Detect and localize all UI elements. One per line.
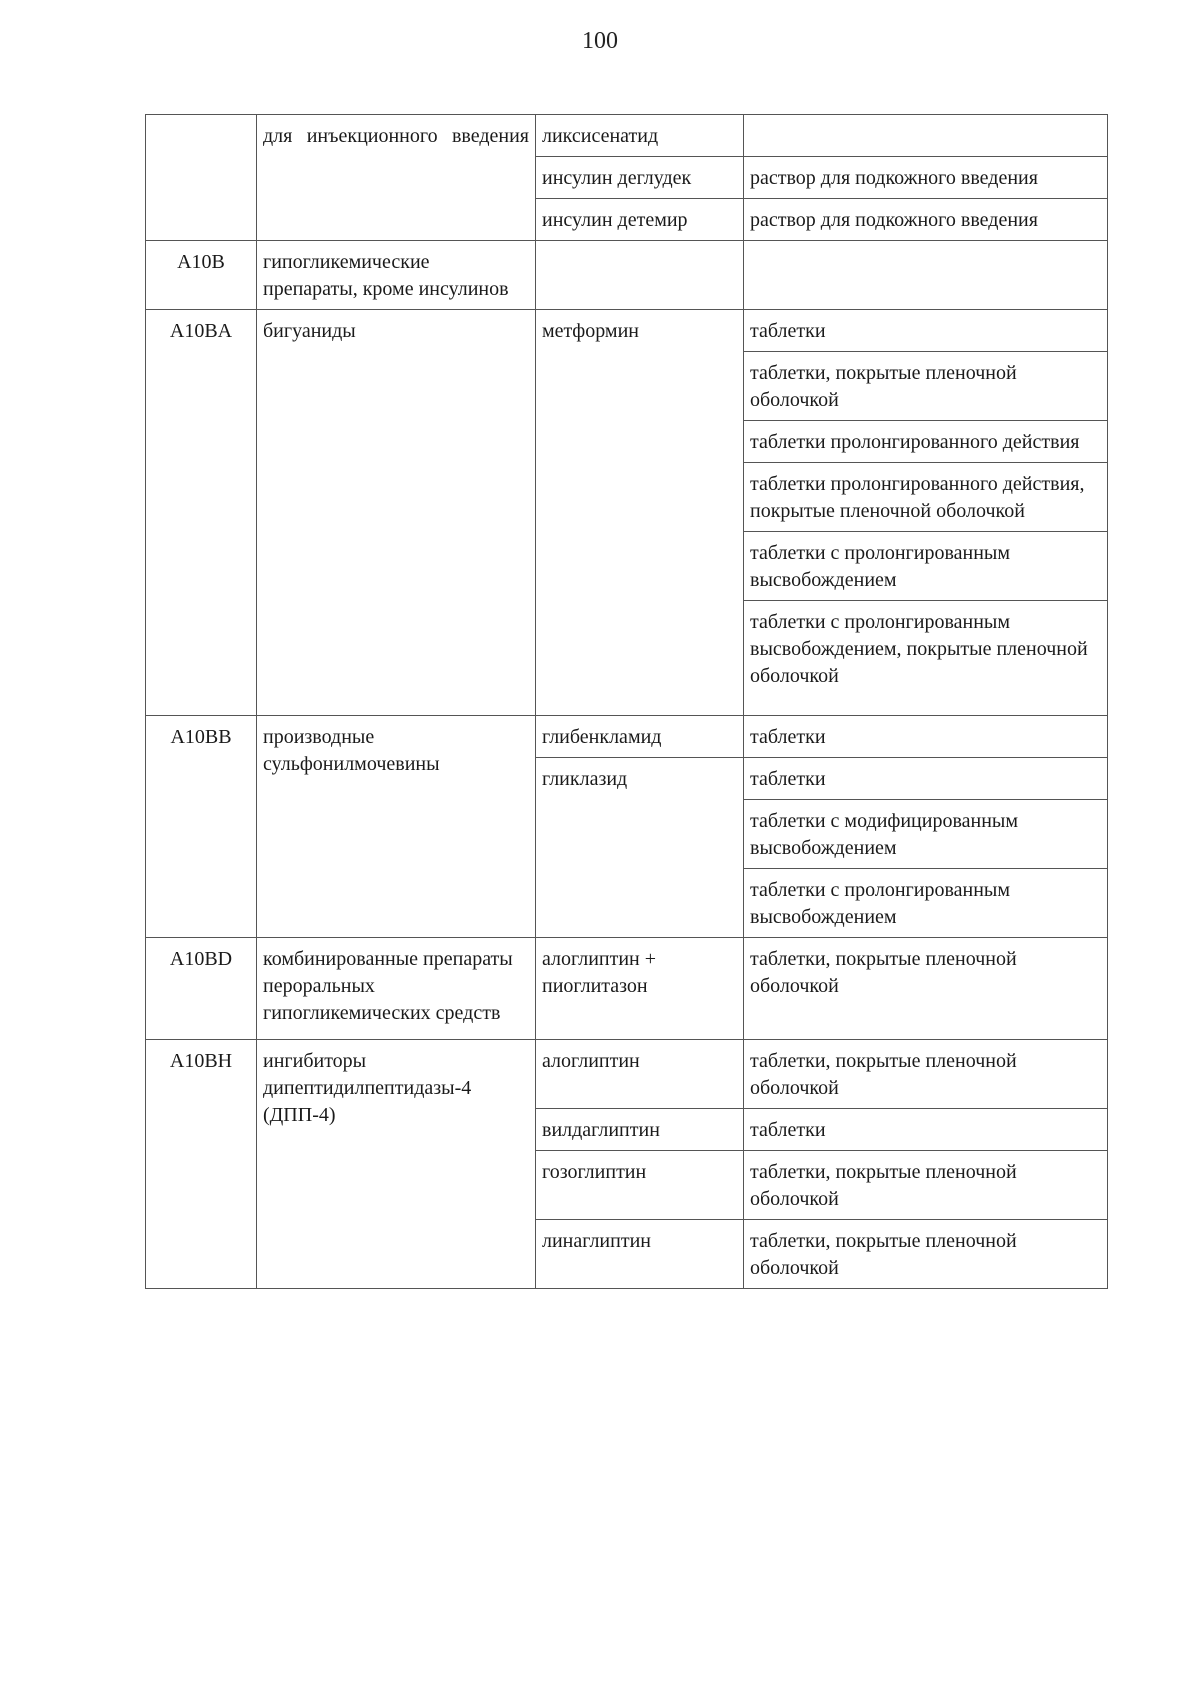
dosage-form-cell: таблетки — [744, 310, 1108, 352]
drug-name-cell — [536, 241, 744, 310]
dosage-form-cell: таблетки с пролонгированным высвобождением — [744, 532, 1108, 601]
table-row — [146, 310, 1108, 352]
drug-name-cell: вилдаглиптин — [536, 1109, 744, 1151]
dosage-form-cell: раствор для подкожного введения — [744, 157, 1108, 199]
table-row — [146, 1040, 1108, 1109]
dosage-form-cell: таблетки пролонгированного действия — [744, 421, 1108, 463]
drug-name-cell: инсулин деглудек — [536, 157, 744, 199]
group-name-cell: гипогликемические препараты, кроме инсулинов — [257, 241, 536, 310]
drug-name-cell: глибенкламид — [536, 716, 744, 758]
dosage-form-cell: таблетки с пролонгированным высвобождением, покрытые пленочной оболочкой — [744, 601, 1108, 716]
table-row — [146, 716, 1108, 758]
atc-code-cell: A10B — [146, 241, 257, 310]
dosage-form-cell: раствор для подкожного введения — [744, 199, 1108, 241]
atc-code-cell: A10BA — [146, 310, 257, 716]
dosage-form-cell: таблетки — [744, 1109, 1108, 1151]
atc-code-cell: A10BB — [146, 716, 257, 938]
atc-code-cell — [146, 115, 257, 241]
drug-table — [145, 114, 1108, 1289]
group-name-cell: для инъекционного введения — [257, 115, 536, 241]
dosage-form-cell: таблетки с пролонгированным высвобождением — [744, 869, 1108, 938]
dosage-form-cell: таблетки — [744, 758, 1108, 800]
dosage-form-cell — [744, 115, 1108, 157]
drug-name-cell: гликлазид — [536, 758, 744, 938]
group-name-cell: комбинированные препараты пероральных гипогликемических средств — [257, 938, 536, 1040]
dosage-form-cell: таблетки, покрытые пленочной оболочкой — [744, 938, 1108, 1040]
drug-name-cell: алоглиптин + пиоглитазон — [536, 938, 744, 1040]
atc-code-cell: A10BD — [146, 938, 257, 1040]
drug-name-cell: инсулин детемир — [536, 199, 744, 241]
group-name-cell: производные сульфонилмочевины — [257, 716, 536, 938]
dosage-form-cell: таблетки, покрытые пленочной оболочкой — [744, 352, 1108, 421]
dosage-form-cell — [744, 241, 1108, 310]
dosage-form-cell: таблетки, покрытые пленочной оболочкой — [744, 1220, 1108, 1289]
group-name-cell: бигуаниды — [257, 310, 536, 716]
dosage-form-cell: таблетки — [744, 716, 1108, 758]
table-row — [146, 115, 1108, 157]
drug-name-cell: линаглиптин — [536, 1220, 744, 1289]
page-number: 100 — [582, 28, 618, 54]
drug-name-cell: гозоглиптин — [536, 1151, 744, 1220]
drug-name-cell: ликсисенатид — [536, 115, 744, 157]
atc-code-cell: A10BH — [146, 1040, 257, 1289]
dosage-form-cell: таблетки с модифицированным высвобождением — [744, 800, 1108, 869]
drug-name-cell: метформин — [536, 310, 744, 716]
dosage-form-cell: таблетки, покрытые пленочной оболочкой — [744, 1040, 1108, 1109]
drug-name-cell: алоглиптин — [536, 1040, 744, 1109]
table-row — [146, 241, 1108, 310]
dosage-form-cell: таблетки пролонгированного действия, покрытые пленочной оболочкой — [744, 463, 1108, 532]
group-name-cell: ингибиторы дипептидилпептидазы-4 (ДПП-4) — [257, 1040, 536, 1289]
dosage-form-cell: таблетки, покрытые пленочной оболочкой — [744, 1151, 1108, 1220]
table-row — [146, 938, 1108, 1040]
